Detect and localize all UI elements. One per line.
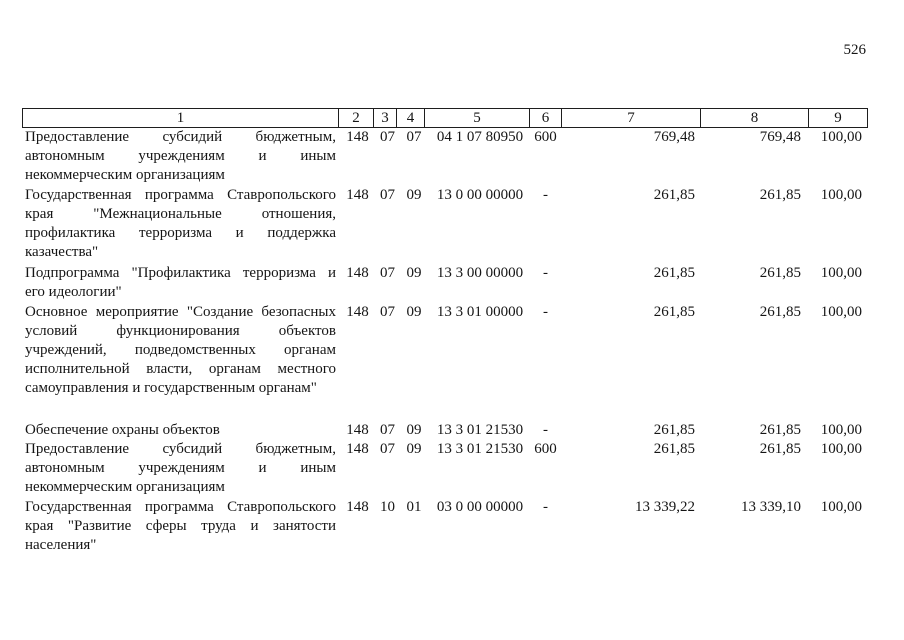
row-name-line: его идеологии": [25, 284, 122, 300]
col-4-cell: 09: [406, 422, 422, 438]
row-name-line: учреждений, подведомственных органам: [25, 342, 336, 358]
header-cell-8: 8: [700, 109, 808, 127]
header-cell-3: 3: [373, 109, 396, 127]
col-4-cell: 09: [406, 187, 422, 203]
header-cell-1: 1: [176, 110, 185, 126]
col-3-cell: 07: [380, 187, 395, 203]
col-5-cell: 13 0 00 00000: [436, 187, 524, 203]
page-number: 526: [843, 42, 866, 58]
col-2-cell: 148: [346, 441, 369, 457]
table-row: [23, 498, 867, 555]
col-5-cell: 13 3 01 21530: [436, 441, 524, 457]
col-8-cell: 261,85: [759, 265, 801, 281]
col-2-cell: 148: [346, 265, 369, 281]
col-9-cell: 100,00: [820, 265, 862, 281]
col-7-cell: 261,85: [653, 187, 695, 203]
col-3-cell: 10: [380, 499, 395, 515]
row-name-line: казачества": [25, 244, 99, 260]
row-name-line: некоммерческим организациям: [25, 167, 225, 183]
col-6-cell: 600: [534, 441, 557, 457]
header-cell-5: 5: [424, 109, 529, 127]
row-name-line: Обеспечение охраны объектов: [25, 422, 220, 438]
col-8-cell: 261,85: [759, 441, 801, 457]
col-9-cell: 100,00: [820, 441, 862, 457]
col-8-cell: 261,85: [759, 304, 801, 320]
col-2-cell: 148: [346, 304, 369, 320]
col-5-cell: 13 3 01 21530: [436, 422, 524, 438]
row-name-cell: [23, 264, 338, 302]
row-name-cell: [23, 303, 338, 398]
col-4-cell: 07: [406, 129, 422, 145]
col-9-cell: 100,00: [820, 187, 862, 203]
row-name-line: Предоставление субсидий бюджетным,: [25, 129, 336, 145]
row-name-line: края "Развитие сферы труда и занятости: [25, 518, 336, 534]
col-5-cell: 13 3 01 00000: [436, 304, 524, 320]
row-name-line: Основное мероприятие "Создание безопасных: [25, 304, 336, 320]
col-7-cell: 261,85: [653, 441, 695, 457]
col-3-cell: 07: [380, 422, 395, 438]
col-3-cell: 07: [380, 129, 395, 145]
row-name-cell: [23, 186, 338, 262]
col-8-cell: 13 339,10: [741, 499, 801, 515]
col-7-cell: 261,85: [653, 304, 695, 320]
col-6-cell: 600: [534, 129, 557, 145]
col-9-cell: 100,00: [820, 129, 862, 145]
table-row: [23, 186, 867, 262]
col-5-cell: 13 3 00 00000: [436, 265, 524, 281]
row-name-line: условий функционирования объектов: [25, 323, 336, 339]
col-4-cell: 09: [406, 304, 422, 320]
col-7-cell: 769,48: [653, 129, 695, 145]
col-5-cell: 03 0 00 00000: [436, 499, 524, 515]
col-2-cell: 148: [346, 187, 369, 203]
header-cell-4: 4: [396, 109, 424, 127]
col-2-cell: 148: [346, 499, 369, 515]
row-name-line: самоуправления и государственным органам": [25, 380, 317, 396]
col-7-cell: 261,85: [653, 265, 695, 281]
row-name-line: края "Межнациональные отношения,: [25, 206, 336, 222]
col-5-cell: 04 1 07 80950: [436, 129, 524, 145]
col-2-cell: 148: [346, 422, 369, 438]
col-9-cell: 100,00: [820, 304, 862, 320]
row-name-line: Подпрограмма "Профилактика терроризма и: [25, 265, 336, 281]
row-name-line: некоммерческим организациям: [25, 479, 225, 495]
table-row: [23, 128, 867, 185]
header-cell-6: 6: [529, 109, 561, 127]
col-8-cell: 769,48: [759, 129, 801, 145]
col-8-cell: 261,85: [759, 422, 801, 438]
header-cell-7: 7: [561, 109, 700, 127]
row-name-cell: [23, 440, 338, 497]
col-7-cell: 261,85: [653, 422, 695, 438]
col-6-cell: -: [543, 422, 548, 438]
row-name-line: исполнительной власти, органам местного: [25, 361, 336, 377]
table-row: [23, 303, 867, 398]
row-name-cell: [23, 128, 338, 185]
col-6-cell: -: [543, 304, 548, 320]
row-name-line: автономным учреждениям и иным: [25, 148, 336, 164]
row-name-line: Государственная программа Ставропольского: [25, 187, 336, 203]
col-6-cell: -: [543, 187, 548, 203]
row-name-cell: [23, 421, 338, 440]
row-name-line: Предоставление субсидий бюджетным,: [25, 441, 336, 457]
row-name-cell: [23, 498, 338, 555]
row-name-line: автономным учреждениям и иным: [25, 460, 336, 476]
row-name-line: профилактика терроризма и поддержка: [25, 225, 336, 241]
col-8-cell: 261,85: [759, 187, 801, 203]
header-cell-2: 2: [338, 109, 373, 127]
table-row: [23, 440, 867, 497]
col-2-cell: 148: [346, 129, 369, 145]
row-name-line: Государственная программа Ставропольского: [25, 499, 336, 515]
table-header: [22, 108, 868, 128]
col-9-cell: 100,00: [820, 499, 862, 515]
header-cell-9: 9: [808, 109, 867, 127]
col-3-cell: 07: [380, 265, 395, 281]
col-9-cell: 100,00: [820, 422, 862, 438]
col-6-cell: -: [543, 265, 548, 281]
col-7-cell: 13 339,22: [635, 499, 695, 515]
table-row: [23, 421, 867, 440]
table-row: [23, 264, 867, 302]
col-3-cell: 07: [380, 441, 395, 457]
col-4-cell: 09: [406, 265, 422, 281]
col-6-cell: -: [543, 499, 548, 515]
row-name-line: населения": [25, 537, 97, 553]
col-3-cell: 07: [380, 304, 395, 320]
col-4-cell: 09: [406, 441, 422, 457]
col-4-cell: 01: [406, 499, 422, 515]
